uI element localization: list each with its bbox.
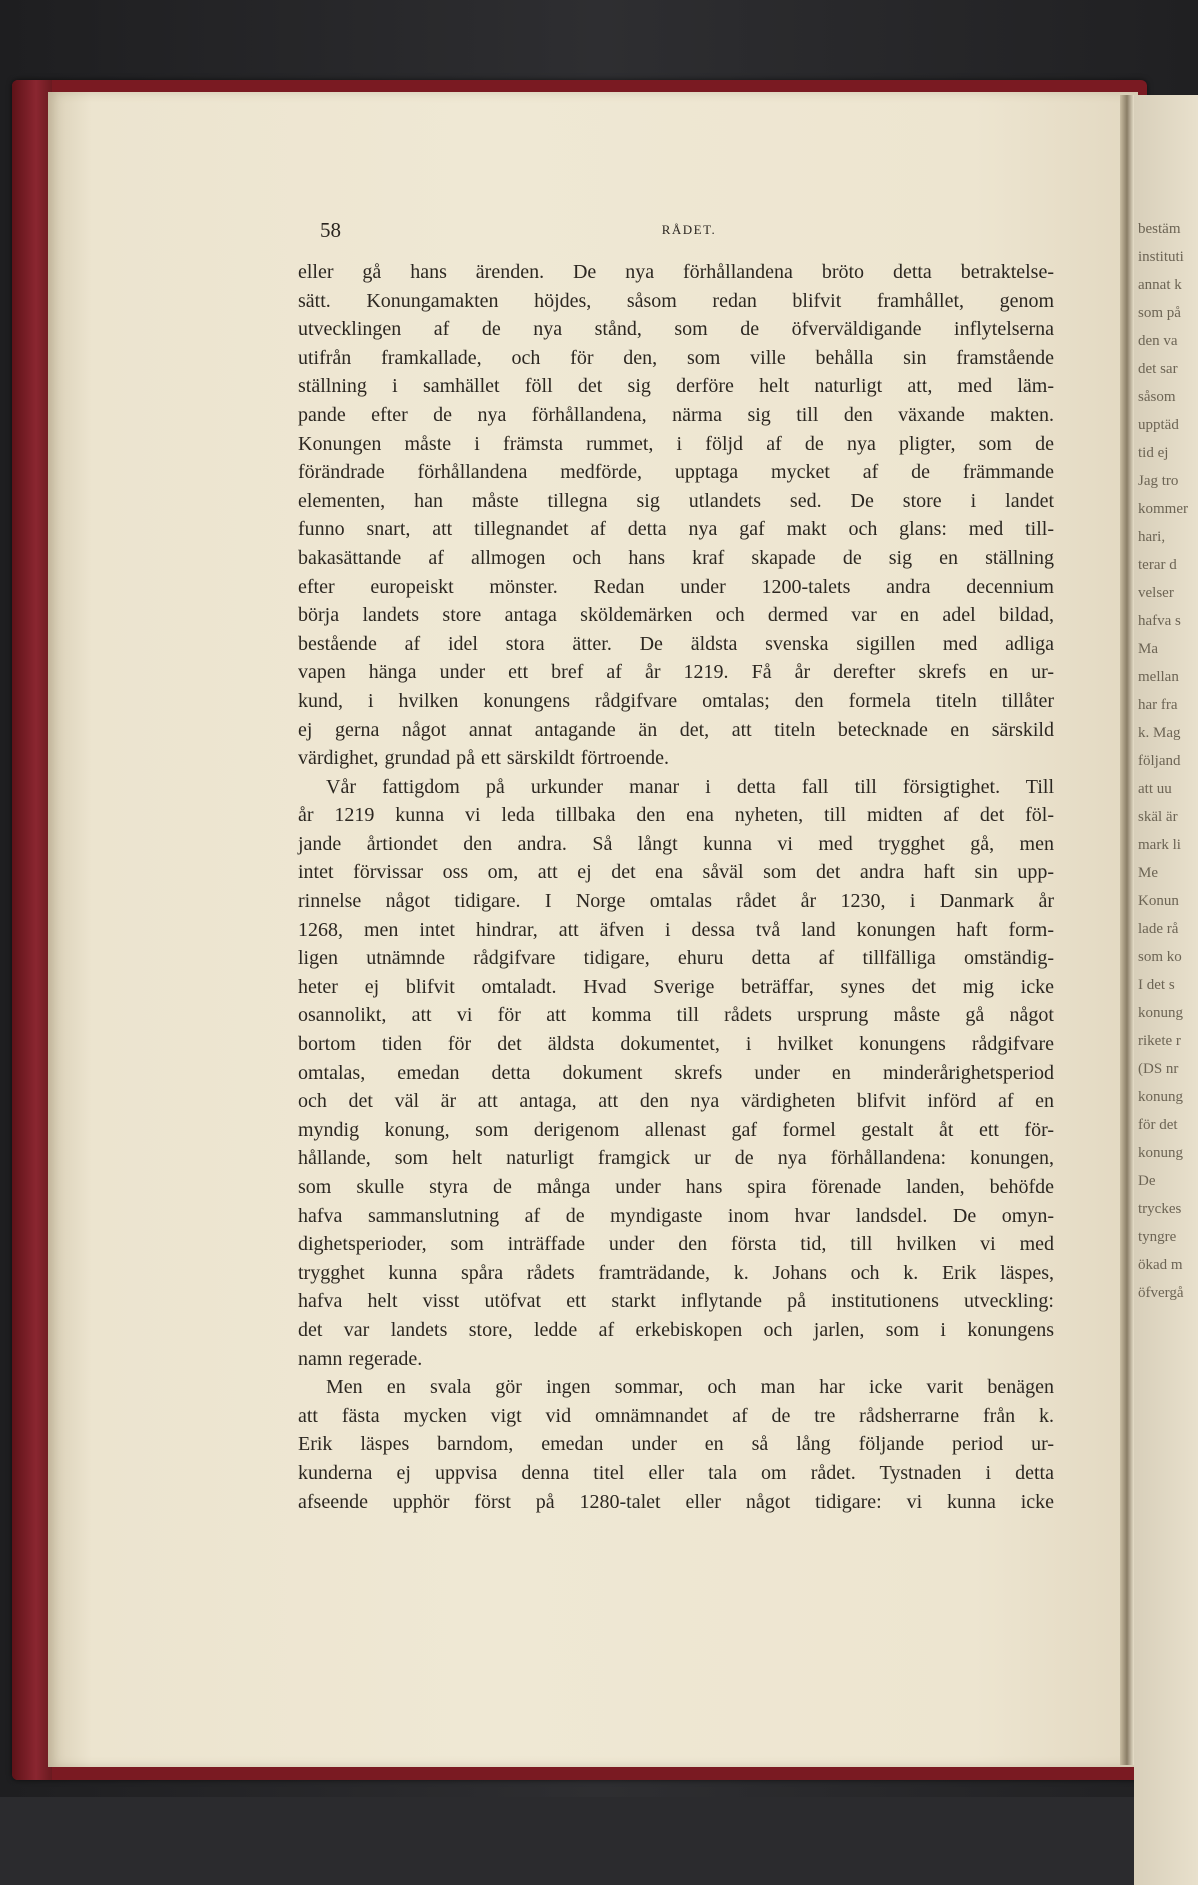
facing-page-fragment: tyngre [1138,1229,1177,1245]
facing-page-fragment: velser [1138,585,1174,601]
text-line: Erik läspes barndom, emedan under en så lång följande period ur- [298,1433,1054,1456]
facing-page-fragment: tid ej [1138,445,1169,461]
facing-page-edge [1134,95,1198,1885]
text-line: det var landets store, ledde af erkebiskopen och jarlen, som i konungens [298,1318,1054,1341]
facing-page-fragment: mellan [1138,669,1179,685]
text-line: efter europeiskt mönster. Redan under 1200-talets andra decennium [298,575,1054,598]
facing-page-fragment: det sar [1138,361,1178,377]
page-header [320,218,1058,244]
text-line: jande årtiondet den andra. Så långt kunna vi med trygghet gå, men [298,832,1054,855]
text-line: hafva helt visst utöfvat ett starkt inflytande på institutionens utveckling: [298,1290,1054,1313]
text-line: kund, i hvilken konungens rådgifvare omtalas; den formela titeln tillåter [298,689,1054,712]
text-line: heter ej blifvit omtaladt. Hvad Sverige beträffar, synes det mig icke [298,975,1054,998]
text-line: afseende upphör först på 1280-talet eller något tidigare: vi kunna icke [298,1490,1054,1513]
text-line: eller gå hans ärenden. De nya förhållandena bröto detta betraktelse- [298,261,1054,283]
text-line: börja landets store antaga sköldemärken och dermed var en adel bildad, [298,604,1054,627]
text-line: funno snart, att tillegnandet af detta nya gaf makt och glans: med till- [298,518,1054,541]
text-line: intet förvissar oss om, att ej det ena såväl som det andra haft sin upp- [298,861,1054,884]
facing-page-fragment: hari, [1138,529,1166,545]
facing-page-fragment: konung [1138,1005,1183,1021]
facing-page-fragment: Jag tro [1138,473,1179,489]
page-gutter [1120,95,1134,1765]
text-line: bortom tiden för det äldsta dokumentet, i hvilket konungens rådgifvare [298,1033,1054,1056]
text-line: myndig konung, som derigenom allenast gaf formel gestalt åt ett för- [298,1118,1054,1141]
facing-page-fragment: I det s [1138,977,1175,993]
facing-page-fragment: instituti [1138,249,1184,265]
facing-page-fragment: De [1138,1173,1156,1189]
text-line: rinnelse något tidigare. I Norge omtalas rådet år 1230, i Danmark år [298,890,1054,913]
text-line: hafva sammanslutning af de myndigaste inom hvar landsdel. De omyn- [298,1204,1054,1227]
text-line: bakasättande af allmogen och hans kraf skapade de sig en ställning [298,546,1054,569]
facing-page-fragment: som ko [1138,949,1182,965]
facing-page-fragment: hafva s [1138,613,1181,629]
text-line: ställning i samhället föll det sig derföre helt naturligt att, med läm- [298,375,1054,398]
text-line: ligen utnämnde rådgifvare tidigare, ehuru detta af tillfälliga omständig- [298,947,1054,970]
text-line: ej gerna något annat antagande än det, att titeln betecknade en särskild [298,718,1054,741]
text-line: sätt. Konungamakten höjdes, såsom redan blifvit framhållet, genom [298,289,1054,312]
page-number: 58 [320,218,341,242]
facing-page-fragment: ökad m [1138,1257,1183,1273]
text-line: omtalas, emedan detta dokument skrefs under en minderårighetsperiod [298,1061,1054,1084]
facing-page-fragment: såsom [1138,389,1176,405]
running-head: RÅDET. [661,222,717,237]
facing-page-fragment: konung [1138,1145,1183,1161]
facing-page-fragment: rikete r [1138,1033,1181,1049]
text-line: hållande, som helt naturligt framgick ur de nya förhållandena: konungen, [298,1147,1054,1170]
text-line: dighetsperioder, som inträffade under den första tid, till hvilken vi med [298,1233,1054,1256]
facing-page-fragment: skäl är [1138,809,1178,825]
text-line: och det väl är att antaga, att den nya värdigheten blifvit införd af en [298,1090,1054,1113]
facing-page-fragment: mark li [1138,837,1181,853]
facing-page-fragment: tryckes [1138,1201,1182,1217]
facing-page-fragment: den va [1138,333,1178,349]
text-line: pande efter de nya förhållandena, närma sig till den växande makten. [298,403,1054,426]
body-text [298,258,1054,1516]
text-line: namn regerade. [298,1347,423,1370]
facing-page-fragment: kommer [1138,501,1188,517]
facing-page-fragment: att uu [1138,781,1172,797]
text-line: Konungen måste i främsta rummet, i följd af de nya pligter, som de [298,432,1054,455]
text-line: år 1219 kunna vi leda tillbaka den ena nyheten, till midten af det föl- [298,804,1054,827]
text-line: Vår fattigdom på urkunder manar i detta fall till försigtighet. Till [326,775,1054,798]
book-spine-edge [12,80,52,1780]
text-line: utvecklingen af de nya stånd, som de öfverväldigande inflytelserna [298,318,1054,341]
facing-page-fragment: lade rå [1138,921,1179,937]
text-line: elementen, han måste tillegna sig utlandets sed. De store i landet [298,489,1054,512]
facing-page-fragment: (DS nr [1138,1061,1179,1077]
facing-page-fragment: Me [1138,865,1158,881]
facing-page-fragment: Ma [1138,641,1158,657]
text-line: Men en svala gör ingen sommar, och man har icke varit benägen [326,1376,1054,1399]
facing-page-fragment: konung [1138,1089,1183,1105]
text-line: bestående af idel stora ätter. De äldsta svenska sigillen med adliga [298,632,1054,655]
facing-page-fragment: har fra [1138,697,1178,713]
facing-page-fragment: annat k [1138,277,1182,293]
text-line: att fästa mycken vigt vid omnämnandet af de tre rådsherrarne från k. [298,1404,1054,1427]
text-line: förändrade förhållandena medförde, upptaga mycket af de främmande [298,461,1054,484]
facing-page-fragment: bestäm [1138,221,1181,237]
facing-page-fragment: följand [1138,753,1181,769]
facing-page-fragment: k. Mag [1138,725,1181,741]
facing-page-fragment: upptäd [1138,417,1179,433]
text-line: värdighet, grundad på ett särskildt förtroende. [298,747,669,770]
text-line: 1268, men intet hindrar, att äfven i dessa två land konungen haft form- [298,918,1054,941]
text-line: vapen hänga under ett bref af år 1219. Få år derefter skrefs en ur- [298,661,1054,684]
text-line: osannolikt, att vi för att komma till rådets ursprung måste gå något [298,1004,1054,1027]
facing-page-fragment: öfvergå [1138,1285,1184,1301]
text-line: utifrån framkallade, och för den, som ville behålla sin framstående [298,346,1054,369]
text-line: som skulle styra de många under hans spira förenade landen, behöfde [298,1176,1054,1198]
text-line: kunderna ej uppvisa denna titel eller tala om rådet. Tystnaden i detta [298,1461,1054,1484]
facing-page-fragment: som på [1138,305,1181,321]
facing-page-fragment: terar d [1138,557,1177,573]
text-line: trygghet kunna spåra rådets framträdande, k. Johans och k. Erik läspes, [298,1261,1054,1284]
facing-page-fragment: för det [1138,1117,1178,1133]
facing-page-fragment: Konun [1138,893,1179,909]
